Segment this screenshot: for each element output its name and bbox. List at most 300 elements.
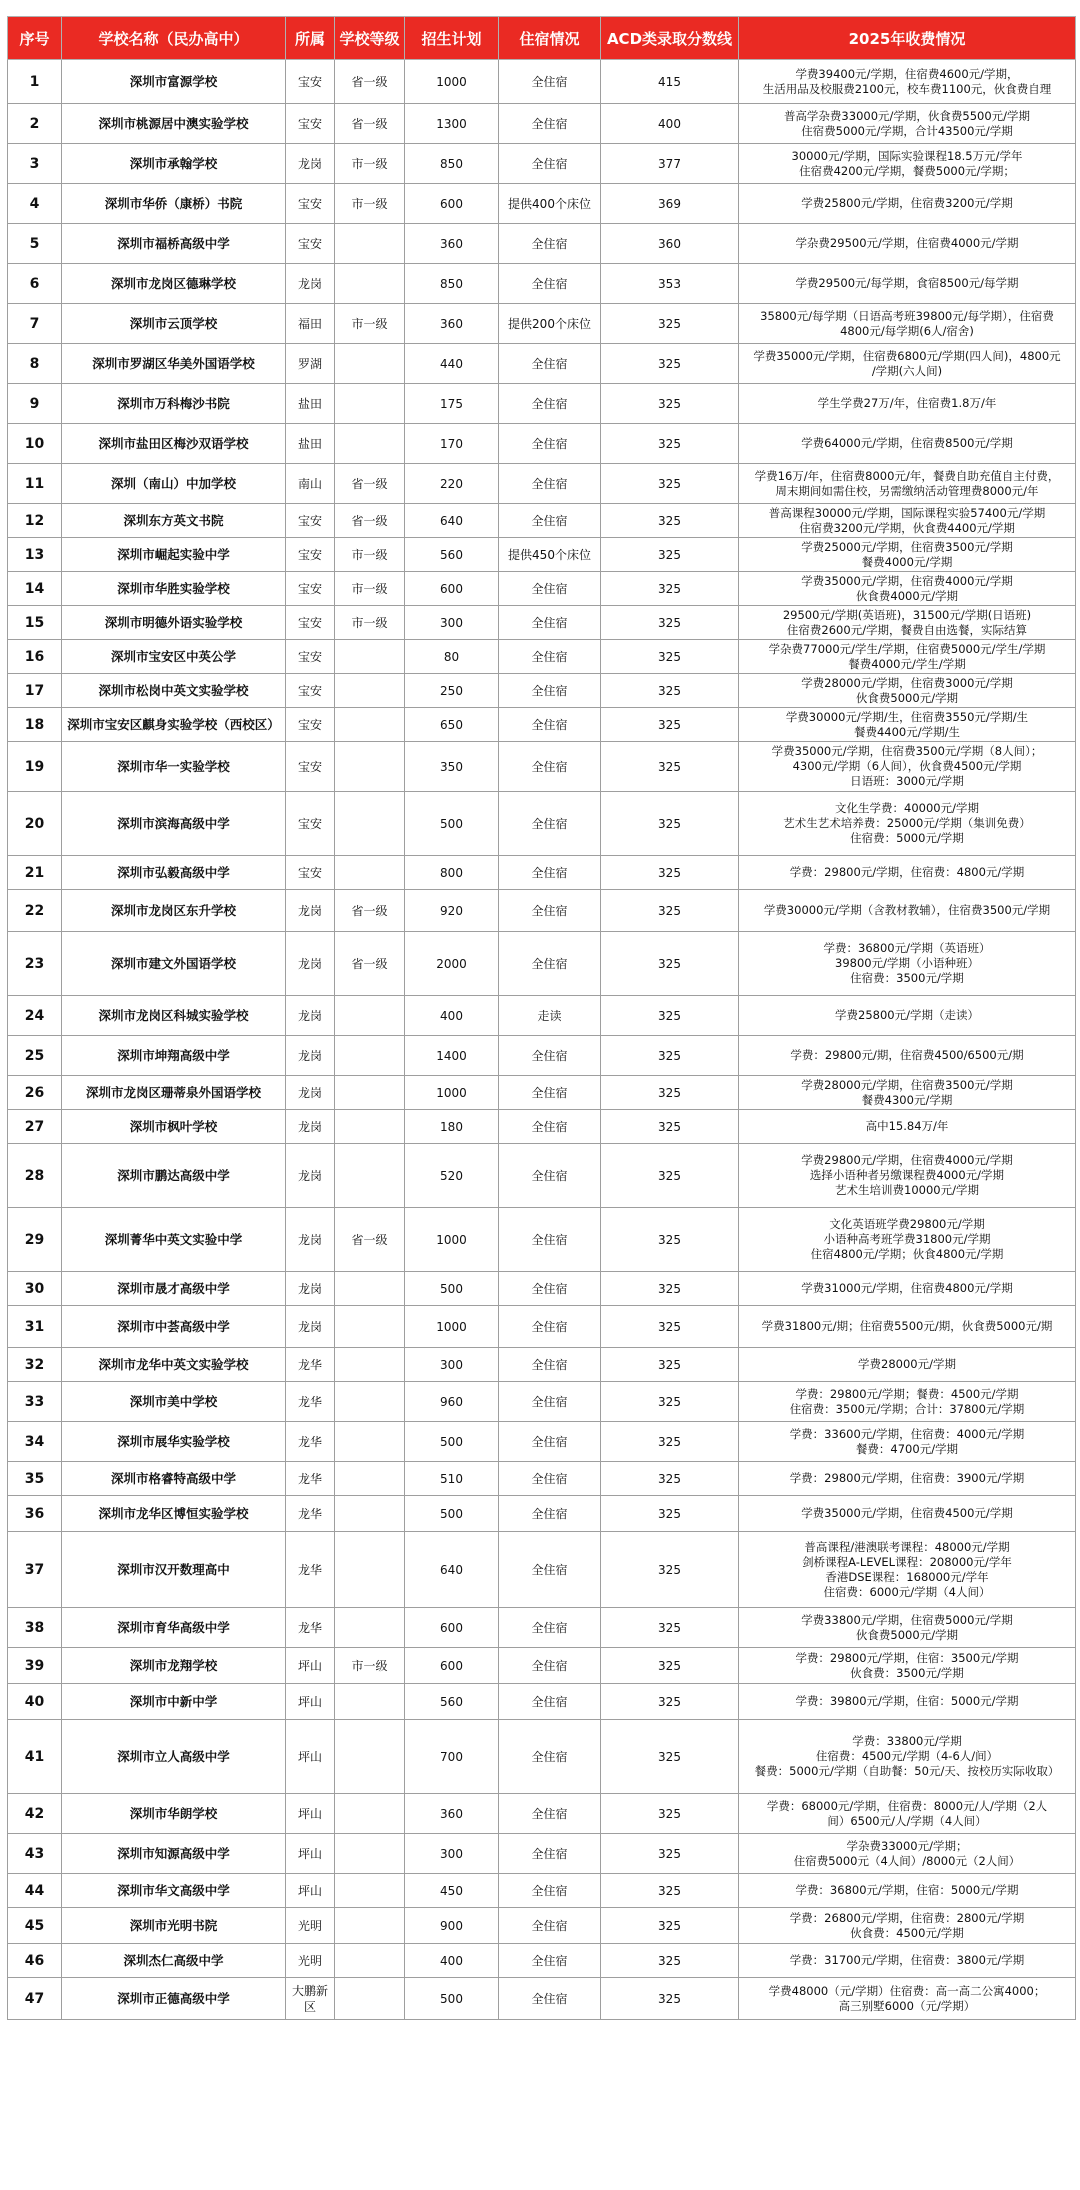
enrollment-plan-cell: 1400: [405, 1036, 499, 1076]
enrollment-plan-cell: 350: [405, 742, 499, 792]
school-level-cell: [335, 1144, 405, 1208]
district-cell: 龙岗: [286, 1208, 335, 1272]
enrollment-plan-cell: 600: [405, 572, 499, 606]
header-lodging: 住宿情况: [499, 17, 601, 60]
row-index-cell: 7: [8, 304, 62, 344]
table-row: [8, 184, 1076, 224]
admission-score-cell: 325: [601, 742, 739, 792]
enrollment-plan-cell: 500: [405, 1496, 499, 1532]
lodging-cell: 全住宿: [499, 674, 601, 708]
district-cell: 宝安: [286, 856, 335, 890]
admission-score-cell: 325: [601, 792, 739, 856]
school-level-cell: 省一级: [335, 464, 405, 504]
fee-details-cell: 文化生学费：40000元/学期 艺术生艺术培养费：25000元/学期（集训免费） 住宿费：5000元/学期: [739, 792, 1076, 856]
enrollment-plan-cell: 300: [405, 606, 499, 640]
lodging-cell: 全住宿: [499, 1076, 601, 1110]
school-name-cell: 深圳市富源学校: [62, 60, 286, 104]
district-cell: 坪山: [286, 1874, 335, 1908]
header-index: 序号: [8, 17, 62, 60]
row-index-cell: 36: [8, 1496, 62, 1532]
school-level-cell: [335, 1036, 405, 1076]
enrollment-plan-cell: 300: [405, 1834, 499, 1874]
admission-score-cell: 325: [601, 1944, 739, 1978]
enrollment-plan-cell: 520: [405, 1144, 499, 1208]
district-cell: 宝安: [286, 504, 335, 538]
enrollment-plan-cell: 175: [405, 384, 499, 424]
table-row: [8, 792, 1076, 856]
fee-details-cell: 学费：29800元/学期，住宿费：4800元/学期: [739, 856, 1076, 890]
table-row: [8, 674, 1076, 708]
district-cell: 龙岗: [286, 1076, 335, 1110]
lodging-cell: 全住宿: [499, 1532, 601, 1608]
row-index-cell: 4: [8, 184, 62, 224]
district-cell: 龙华: [286, 1608, 335, 1648]
fee-details-cell: 学费35000元/学期，住宿费4000元/学期 伙食费4000元/学期: [739, 572, 1076, 606]
enrollment-plan-cell: 640: [405, 504, 499, 538]
admission-score-cell: 325: [601, 1272, 739, 1306]
fee-details-cell: 学生学费27万/年，住宿费1.8万/年: [739, 384, 1076, 424]
table-row: [8, 1382, 1076, 1422]
admission-score-cell: 325: [601, 1874, 739, 1908]
district-cell: 龙岗: [286, 1110, 335, 1144]
school-level-cell: 市一级: [335, 304, 405, 344]
table-row: [8, 1532, 1076, 1608]
row-index-cell: 11: [8, 464, 62, 504]
enrollment-plan-cell: 560: [405, 538, 499, 572]
row-index-cell: 42: [8, 1794, 62, 1834]
district-cell: 坪山: [286, 1794, 335, 1834]
row-index-cell: 25: [8, 1036, 62, 1076]
school-name-cell: 深圳市龙岗区东升学校: [62, 890, 286, 932]
admission-score-cell: 325: [601, 538, 739, 572]
school-name-cell: 深圳市龙华中英文实验学校: [62, 1348, 286, 1382]
admission-score-cell: 325: [601, 572, 739, 606]
lodging-cell: 全住宿: [499, 1978, 601, 2020]
fee-details-cell: 学费35000元/学期，住宿费6800元/学期(四人间)，4800元 /学期(六人间): [739, 344, 1076, 384]
admission-score-cell: 415: [601, 60, 739, 104]
school-name-cell: 深圳市中荟高级中学: [62, 1306, 286, 1348]
school-name-cell: 深圳市晟才高级中学: [62, 1272, 286, 1306]
district-cell: 光明: [286, 1944, 335, 1978]
lodging-cell: 全住宿: [499, 1306, 601, 1348]
table-row: [8, 538, 1076, 572]
school-name-cell: 深圳市龙岗区德琳学校: [62, 264, 286, 304]
header-admission-score: ACD类录取分数线: [601, 17, 739, 60]
admission-score-cell: 400: [601, 104, 739, 144]
school-level-cell: [335, 1348, 405, 1382]
lodging-cell: 提供450个床位: [499, 538, 601, 572]
enrollment-plan-cell: 1000: [405, 1208, 499, 1272]
enrollment-plan-cell: 360: [405, 304, 499, 344]
school-level-cell: 省一级: [335, 1208, 405, 1272]
fee-details-cell: 学费31000元/学期，住宿费4800元/学期: [739, 1272, 1076, 1306]
table-row: [8, 384, 1076, 424]
enrollment-plan-cell: 600: [405, 1648, 499, 1684]
school-level-cell: [335, 1684, 405, 1720]
enrollment-plan-cell: 80: [405, 640, 499, 674]
admission-score-cell: 325: [601, 1422, 739, 1462]
school-level-cell: 省一级: [335, 504, 405, 538]
enrollment-plan-cell: 850: [405, 144, 499, 184]
enrollment-plan-cell: 450: [405, 1874, 499, 1908]
school-level-cell: 市一级: [335, 184, 405, 224]
row-index-cell: 23: [8, 932, 62, 996]
table-row: [8, 996, 1076, 1036]
district-cell: 宝安: [286, 184, 335, 224]
fee-details-cell: 学费28000元/学期: [739, 1348, 1076, 1382]
school-level-cell: [335, 674, 405, 708]
school-level-cell: [335, 264, 405, 304]
row-index-cell: 10: [8, 424, 62, 464]
school-level-cell: 省一级: [335, 932, 405, 996]
enrollment-plan-cell: 170: [405, 424, 499, 464]
district-cell: 盐田: [286, 424, 335, 464]
table-row: [8, 1272, 1076, 1306]
table-row: [8, 932, 1076, 996]
school-level-cell: [335, 1422, 405, 1462]
lodging-cell: 全住宿: [499, 1110, 601, 1144]
lodging-cell: 全住宿: [499, 1908, 601, 1944]
lodging-cell: 全住宿: [499, 1684, 601, 1720]
table-body: [8, 60, 1076, 2020]
district-cell: 宝安: [286, 640, 335, 674]
school-level-cell: [335, 856, 405, 890]
admission-score-cell: 325: [601, 1076, 739, 1110]
fee-details-cell: 30000元/学期，国际实验课程18.5万元/学年 住宿费4200元/学期，餐费5000元/学期；: [739, 144, 1076, 184]
row-index-cell: 44: [8, 1874, 62, 1908]
fee-details-cell: 学费33800元/学期，住宿费5000元/学期 伙食费5000元/学期: [739, 1608, 1076, 1648]
fee-details-cell: 学费：68000元/学期，住宿费：8000元/人/学期（2人 间）6500元/人/学期（4人间）: [739, 1794, 1076, 1834]
admission-score-cell: 377: [601, 144, 739, 184]
row-index-cell: 18: [8, 708, 62, 742]
admission-score-cell: 325: [601, 606, 739, 640]
district-cell: 坪山: [286, 1720, 335, 1794]
row-index-cell: 38: [8, 1608, 62, 1648]
admission-score-cell: 325: [601, 1208, 739, 1272]
table-header-row: [8, 17, 1076, 60]
fee-details-cell: 普高学杂费33000元/学期，伙食费5500元/学期 住宿费5000元/学期，合计43500元/学期: [739, 104, 1076, 144]
row-index-cell: 2: [8, 104, 62, 144]
fee-details-cell: 学费：31700元/学期，住宿费：3800元/学期: [739, 1944, 1076, 1978]
lodging-cell: 全住宿: [499, 1272, 601, 1306]
school-level-cell: [335, 742, 405, 792]
district-cell: 龙岗: [286, 1144, 335, 1208]
school-name-cell: 深圳市坤翔高级中学: [62, 1036, 286, 1076]
table-row: [8, 304, 1076, 344]
enrollment-plan-cell: 640: [405, 1532, 499, 1608]
row-index-cell: 24: [8, 996, 62, 1036]
fee-details-cell: 学费25000元/学期，住宿费3500元/学期 餐费4000元/学期: [739, 538, 1076, 572]
lodging-cell: 全住宿: [499, 384, 601, 424]
school-name-cell: 深圳市福桥高级中学: [62, 224, 286, 264]
enrollment-plan-cell: 250: [405, 674, 499, 708]
table-row: [8, 424, 1076, 464]
fee-details-cell: 学费：36800元/学期（英语班） 39800元/学期（小语种班） 住宿费：3500元/学期: [739, 932, 1076, 996]
school-level-cell: [335, 1908, 405, 1944]
fee-details-cell: 学费29500元/每学期，食宿8500元/每学期: [739, 264, 1076, 304]
fee-details-cell: 学费64000元/学期，住宿费8500元/学期: [739, 424, 1076, 464]
district-cell: 宝安: [286, 606, 335, 640]
table-row: [8, 1348, 1076, 1382]
table-row: [8, 1874, 1076, 1908]
admission-score-cell: 325: [601, 996, 739, 1036]
district-cell: 龙岗: [286, 996, 335, 1036]
row-index-cell: 37: [8, 1532, 62, 1608]
district-cell: 光明: [286, 1908, 335, 1944]
fee-details-cell: 学费：29800元/期，住宿费4500/6500元/期: [739, 1036, 1076, 1076]
district-cell: 龙岗: [286, 144, 335, 184]
school-level-cell: [335, 1306, 405, 1348]
district-cell: 大鹏新区: [286, 1978, 335, 2020]
school-level-cell: 市一级: [335, 538, 405, 572]
fee-details-cell: 学费25800元/学期，住宿费3200元/学期: [739, 184, 1076, 224]
row-index-cell: 13: [8, 538, 62, 572]
lodging-cell: 全住宿: [499, 640, 601, 674]
table-row: [8, 1720, 1076, 1794]
district-cell: 龙岗: [286, 890, 335, 932]
fee-details-cell: 学费30000元/学期（含教材教辅），住宿费3500元/学期: [739, 890, 1076, 932]
enrollment-plan-cell: 500: [405, 792, 499, 856]
enrollment-plan-cell: 600: [405, 1608, 499, 1648]
school-name-cell: 深圳市云顶学校: [62, 304, 286, 344]
enrollment-plan-cell: 920: [405, 890, 499, 932]
school-name-cell: 深圳市鹏达高级中学: [62, 1144, 286, 1208]
enrollment-plan-cell: 1300: [405, 104, 499, 144]
row-index-cell: 3: [8, 144, 62, 184]
school-level-cell: [335, 1110, 405, 1144]
school-name-cell: 深圳市明德外语实验学校: [62, 606, 286, 640]
school-name-cell: 深圳市万科梅沙书院: [62, 384, 286, 424]
school-name-cell: 深圳市光明书院: [62, 1908, 286, 1944]
lodging-cell: 提供200个床位: [499, 304, 601, 344]
row-index-cell: 47: [8, 1978, 62, 2020]
table-row: [8, 344, 1076, 384]
district-cell: 龙华: [286, 1348, 335, 1382]
lodging-cell: 全住宿: [499, 1036, 601, 1076]
admission-score-cell: 325: [601, 424, 739, 464]
fee-details-cell: 学杂费29500元/学期，住宿费4000元/学期: [739, 224, 1076, 264]
school-name-cell: 深圳市中新中学: [62, 1684, 286, 1720]
admission-score-cell: 325: [601, 1532, 739, 1608]
fee-details-cell: 学费：36800元/学期，住宿：5000元/学期: [739, 1874, 1076, 1908]
row-index-cell: 43: [8, 1834, 62, 1874]
school-name-cell: 深圳市育华高级中学: [62, 1608, 286, 1648]
fee-details-cell: 学费39400元/学期，住宿费4600元/学期， 生活用品及校服费2100元，校车费1100元，伙食费自理: [739, 60, 1076, 104]
district-cell: 龙华: [286, 1462, 335, 1496]
admission-score-cell: 325: [601, 1382, 739, 1422]
row-index-cell: 33: [8, 1382, 62, 1422]
row-index-cell: 39: [8, 1648, 62, 1684]
district-cell: 坪山: [286, 1834, 335, 1874]
school-level-cell: 市一级: [335, 144, 405, 184]
fee-details-cell: 学费29800元/学期，住宿费4000元/学期 选择小语种者另缴课程费4000元/学期 艺术生培训费10000元/学期: [739, 1144, 1076, 1208]
school-level-cell: [335, 1794, 405, 1834]
enrollment-plan-cell: 360: [405, 1794, 499, 1834]
fee-details-cell: 学费28000元/学期，住宿费3500元/学期 餐费4300元/学期: [739, 1076, 1076, 1110]
school-level-cell: [335, 1944, 405, 1978]
lodging-cell: 全住宿: [499, 1648, 601, 1684]
fee-details-cell: 普高课程/港澳联考课程：48000元/学期 剑桥课程A-LEVEL课程：208000元/学年 香港DSE课程：168000元/学年 住宿费：6000元/学期（4人间）: [739, 1532, 1076, 1608]
school-level-cell: [335, 1272, 405, 1306]
district-cell: 龙岗: [286, 1306, 335, 1348]
row-index-cell: 31: [8, 1306, 62, 1348]
admission-score-cell: 325: [601, 640, 739, 674]
admission-score-cell: 325: [601, 674, 739, 708]
school-level-cell: 市一级: [335, 1648, 405, 1684]
school-name-cell: 深圳市格睿特高级中学: [62, 1462, 286, 1496]
lodging-cell: 全住宿: [499, 572, 601, 606]
district-cell: 宝安: [286, 742, 335, 792]
enrollment-plan-cell: 2000: [405, 932, 499, 996]
school-name-cell: 深圳东方英文书院: [62, 504, 286, 538]
row-index-cell: 12: [8, 504, 62, 538]
school-name-cell: 深圳市枫叶学校: [62, 1110, 286, 1144]
school-level-cell: [335, 1978, 405, 2020]
table-row: [8, 708, 1076, 742]
table-row: [8, 1036, 1076, 1076]
admission-score-cell: 353: [601, 264, 739, 304]
row-index-cell: 21: [8, 856, 62, 890]
school-level-cell: [335, 1382, 405, 1422]
enrollment-plan-cell: 960: [405, 1382, 499, 1422]
enrollment-plan-cell: 650: [405, 708, 499, 742]
fee-details-cell: 学费30000元/学期/生，住宿费3550元/学期/生 餐费4400元/学期/生: [739, 708, 1076, 742]
admission-score-cell: 325: [601, 1608, 739, 1648]
enrollment-plan-cell: 500: [405, 1272, 499, 1306]
fee-details-cell: 35800元/每学期（日语高考班39800元/每学期），住宿费 4800元/每学期(6人/宿舍): [739, 304, 1076, 344]
fee-details-cell: 学费35000元/学期，住宿费3500元/学期（8人间）； 4300元/学期（6人间），伙食费4500元/学期 日语班：3000元/学期: [739, 742, 1076, 792]
fee-details-cell: 学费31800元/期；住宿费5500元/期，伙食费5000元/期: [739, 1306, 1076, 1348]
row-index-cell: 26: [8, 1076, 62, 1110]
school-level-cell: [335, 792, 405, 856]
school-name-cell: 深圳市华胜实验学校: [62, 572, 286, 606]
school-level-cell: [335, 996, 405, 1036]
lodging-cell: 全住宿: [499, 1422, 601, 1462]
fee-details-cell: 学费：29800元/学期，住宿费：3900元/学期: [739, 1462, 1076, 1496]
school-name-cell: 深圳市崛起实验中学: [62, 538, 286, 572]
fee-details-cell: 学杂费33000元/学期； 住宿费5000元（4人间）/8000元（2人间）: [739, 1834, 1076, 1874]
school-name-cell: 深圳杰仁高级中学: [62, 1944, 286, 1978]
row-index-cell: 17: [8, 674, 62, 708]
school-name-cell: 深圳市华一实验学校: [62, 742, 286, 792]
school-level-cell: 省一级: [335, 104, 405, 144]
school-level-cell: [335, 424, 405, 464]
district-cell: 龙岗: [286, 1272, 335, 1306]
fee-details-cell: 学费16万/年，住宿费8000元/年，餐费自助充值自主付费， 周末期间如需住校，另需缴纳活动管理费8000元/年: [739, 464, 1076, 504]
table-row: [8, 1794, 1076, 1834]
lodging-cell: 全住宿: [499, 708, 601, 742]
school-level-cell: 市一级: [335, 606, 405, 640]
fee-details-cell: 学费：29800元/学期，住宿：3500元/学期 伙食费：3500元/学期: [739, 1648, 1076, 1684]
district-cell: 龙华: [286, 1422, 335, 1462]
district-cell: 南山: [286, 464, 335, 504]
lodging-cell: 全住宿: [499, 1462, 601, 1496]
table-row: [8, 606, 1076, 640]
table-row: [8, 1110, 1076, 1144]
fee-details-cell: 学杂费77000元/学生/学期，住宿费5000元/学生/学期 餐费4000元/学生/学期: [739, 640, 1076, 674]
district-cell: 宝安: [286, 708, 335, 742]
row-index-cell: 35: [8, 1462, 62, 1496]
row-index-cell: 9: [8, 384, 62, 424]
row-index-cell: 14: [8, 572, 62, 606]
school-level-cell: [335, 1496, 405, 1532]
enrollment-plan-cell: 1000: [405, 60, 499, 104]
fee-details-cell: 文化英语班学费29800元/学期 小语种高考班学费31800元/学期 住宿4800元/学期；伙食4800元/学期: [739, 1208, 1076, 1272]
district-cell: 龙华: [286, 1532, 335, 1608]
district-cell: 龙岗: [286, 932, 335, 996]
table-row: [8, 1834, 1076, 1874]
fee-details-cell: 学费：39800元/学期，住宿：5000元/学期: [739, 1684, 1076, 1720]
lodging-cell: 全住宿: [499, 890, 601, 932]
admission-score-cell: 360: [601, 224, 739, 264]
enrollment-plan-cell: 800: [405, 856, 499, 890]
school-level-cell: [335, 1720, 405, 1794]
school-level-cell: [335, 1874, 405, 1908]
lodging-cell: 全住宿: [499, 1144, 601, 1208]
header-school-name: 学校名称（民办高中）: [62, 17, 286, 60]
fee-details-cell: 普高课程30000元/学期，国际课程实验57400元/学期 住宿费3200元/学期，伙食费4400元/学期: [739, 504, 1076, 538]
school-name-cell: 深圳市美中学校: [62, 1382, 286, 1422]
row-index-cell: 27: [8, 1110, 62, 1144]
school-name-cell: 深圳（南山）中加学校: [62, 464, 286, 504]
school-level-cell: [335, 1076, 405, 1110]
school-fee-table: [7, 16, 1076, 2020]
school-name-cell: 深圳市建文外国语学校: [62, 932, 286, 996]
enrollment-plan-cell: 600: [405, 184, 499, 224]
district-cell: 龙华: [286, 1496, 335, 1532]
school-name-cell: 深圳市宝安区麒身实验学校（西校区）: [62, 708, 286, 742]
district-cell: 宝安: [286, 60, 335, 104]
fee-details-cell: 学费35000元/学期，住宿费4500元/学期: [739, 1496, 1076, 1532]
row-index-cell: 29: [8, 1208, 62, 1272]
school-name-cell: 深圳菁华中英文实验中学: [62, 1208, 286, 1272]
lodging-cell: 全住宿: [499, 1208, 601, 1272]
district-cell: 龙华: [286, 1382, 335, 1422]
enrollment-plan-cell: 510: [405, 1462, 499, 1496]
school-level-cell: 市一级: [335, 572, 405, 606]
school-name-cell: 深圳市宝安区中英公学: [62, 640, 286, 674]
admission-score-cell: 325: [601, 1794, 739, 1834]
school-name-cell: 深圳市华朗学校: [62, 1794, 286, 1834]
admission-score-cell: 325: [601, 1306, 739, 1348]
school-level-cell: [335, 344, 405, 384]
district-cell: 罗湖: [286, 344, 335, 384]
lodging-cell: 全住宿: [499, 792, 601, 856]
enrollment-plan-cell: 700: [405, 1720, 499, 1794]
enrollment-plan-cell: 400: [405, 1944, 499, 1978]
table-row: [8, 504, 1076, 538]
header-fees-2025: 2025年收费情况: [739, 17, 1076, 60]
fee-details-cell: 学费：29800元/学期；餐费：4500元/学期 住宿费：3500元/学期；合计：37800元/学期: [739, 1382, 1076, 1422]
district-cell: 宝安: [286, 538, 335, 572]
school-name-cell: 深圳市立人高级中学: [62, 1720, 286, 1794]
admission-score-cell: 325: [601, 1908, 739, 1944]
district-cell: 坪山: [286, 1648, 335, 1684]
lodging-cell: 全住宿: [499, 1834, 601, 1874]
enrollment-plan-cell: 500: [405, 1422, 499, 1462]
enrollment-plan-cell: 560: [405, 1684, 499, 1720]
admission-score-cell: 325: [601, 1834, 739, 1874]
district-cell: 宝安: [286, 224, 335, 264]
lodging-cell: 全住宿: [499, 504, 601, 538]
admission-score-cell: 325: [601, 856, 739, 890]
lodging-cell: 提供400个床位: [499, 184, 601, 224]
row-index-cell: 46: [8, 1944, 62, 1978]
table-row: [8, 1306, 1076, 1348]
admission-score-cell: 325: [601, 384, 739, 424]
table-row: [8, 856, 1076, 890]
table-row: [8, 572, 1076, 606]
